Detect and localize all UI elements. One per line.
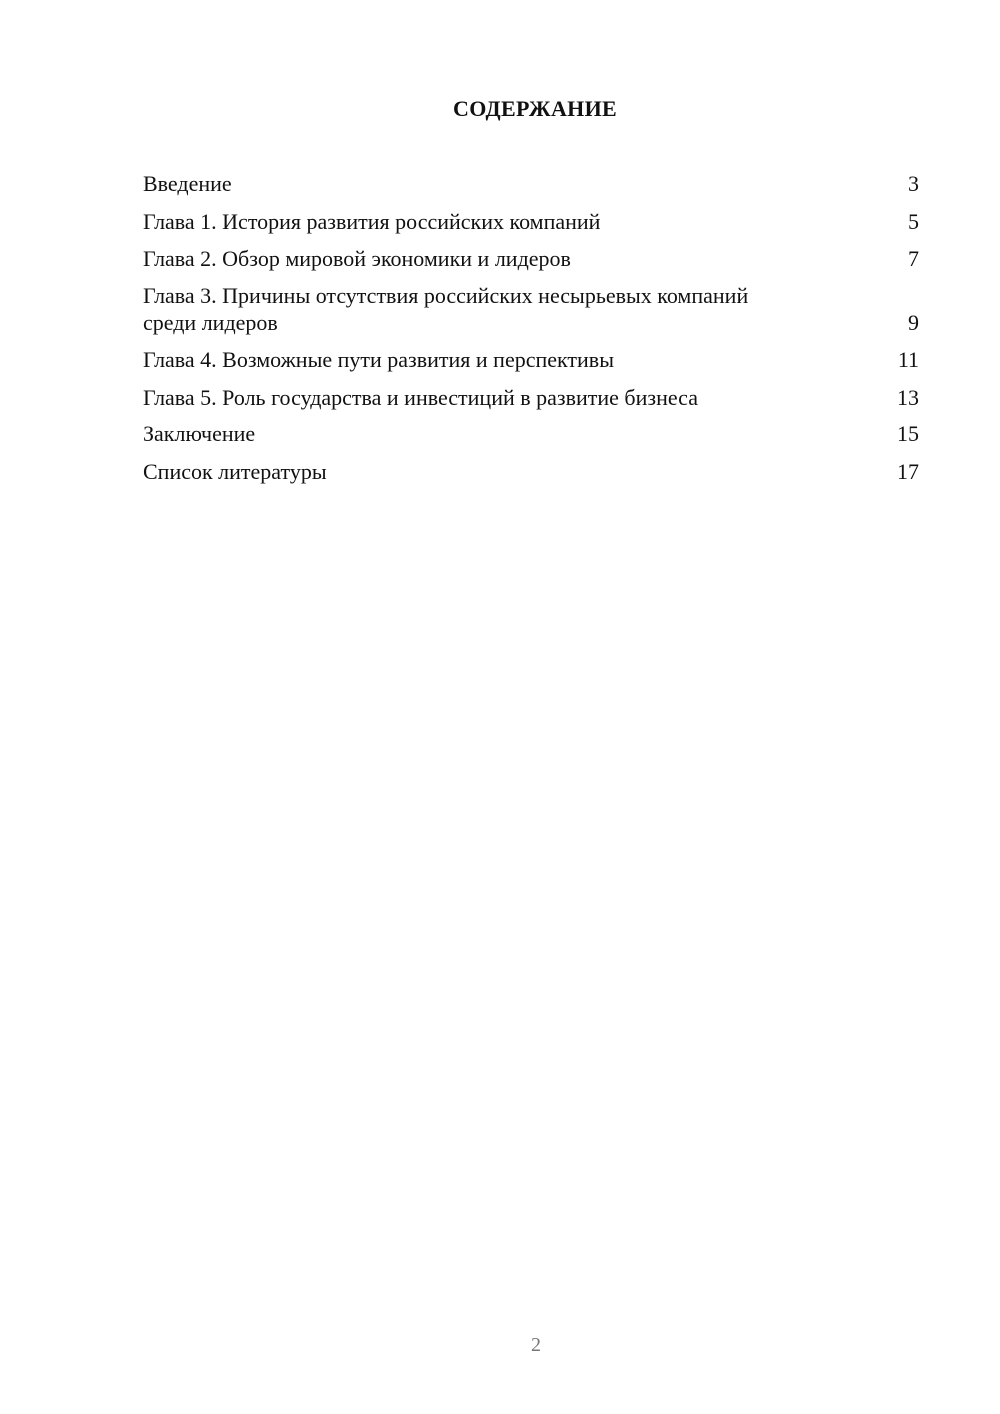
toc-entry-page: 9 (908, 310, 919, 335)
toc-entry-page: 15 (897, 421, 919, 446)
toc-entry-conclusion[interactable] (143, 420, 919, 447)
toc-entry-introduction[interactable] (143, 170, 919, 197)
toc-entry-page: 7 (908, 246, 919, 271)
toc-entry-page: 3 (908, 171, 919, 196)
toc-entry-title: Введение (143, 171, 232, 196)
toc-entry-title: Глава 4. Возможные пути развития и перспективы (143, 347, 614, 372)
toc-entry-title: Глава 1. История развития российских компаний (143, 209, 601, 234)
toc-entry-references[interactable] (143, 458, 919, 485)
toc-entry-chapter-2[interactable] (143, 245, 919, 272)
toc-entry-page: 11 (897, 347, 919, 372)
page-number: 2 (531, 1334, 541, 1356)
toc-entry-title: Глава 2. Обзор мировой экономики и лидеров (143, 246, 571, 271)
toc-entry-chapter-3[interactable] (143, 282, 919, 336)
toc-entry-page: 5 (908, 209, 919, 234)
toc-entry-page: 13 (897, 385, 919, 410)
toc-entry-chapter-1[interactable] (143, 208, 919, 235)
toc-entry-title: Заключение (143, 421, 256, 446)
toc-entry-page: 17 (897, 459, 919, 484)
toc-entry-chapter-5[interactable] (143, 384, 919, 411)
toc-entry-title: Глава 3. Причины отсутствия российских несырьевых компаний среди лидеров (143, 283, 749, 335)
toc-entry-title: Глава 5. Роль государства и инвестиций в развитие бизнеса (143, 385, 698, 410)
page-title: СОДЕРЖАНИЕ (453, 96, 617, 121)
toc-entry-title: Список литературы (143, 459, 327, 484)
toc-entry-chapter-4[interactable] (143, 346, 919, 373)
